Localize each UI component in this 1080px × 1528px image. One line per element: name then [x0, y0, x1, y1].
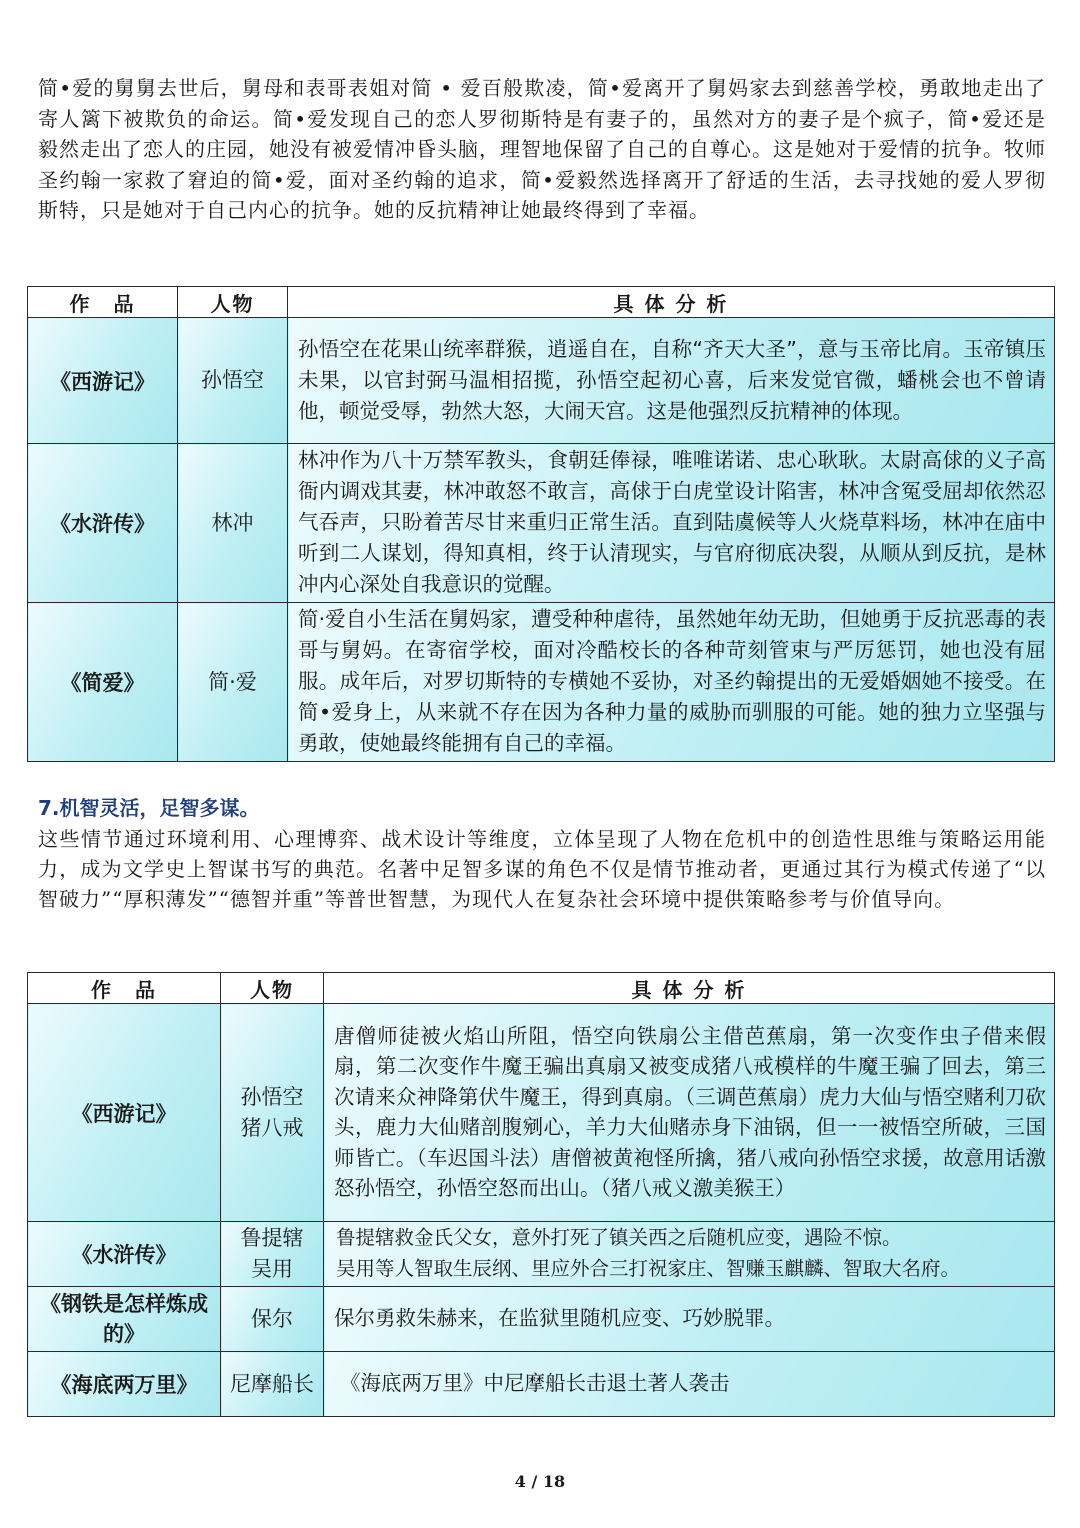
table-row — [28, 603, 1055, 762]
analysis-line: 保尔勇救朱赫来，在监狱里随机应变、巧妙脱罪。 — [334, 1306, 785, 1331]
table-row — [28, 1222, 1055, 1287]
wisdom-table — [27, 972, 1055, 1417]
header-analysis: 具 体 分 析 — [288, 287, 1055, 318]
person-cell: 孙悟空 — [178, 318, 288, 444]
analysis-line: 鲁提辖救金氏父女，意外打死了镇关西之后随机应变，遇险不惊。 — [336, 1226, 902, 1249]
page-number: 4 / 18 — [514, 1472, 566, 1491]
analysis-cell — [324, 1352, 1055, 1417]
analysis-line: 吴用等人智取生辰纲、里应外合三打祝家庄、智赚玉麒麟、智取大名府。 — [336, 1256, 961, 1280]
work-cell: 《海底两万里》 — [28, 1352, 221, 1417]
analysis-cell: 简·爱自小生活在舅妈家，遭受种种虐待，虽然她年幼无助，但她勇于反抗恶毒的表哥与舅妈。在寄宿学校，面对冷酷校长的各种苛刻管束与严厉惩罚，她也没有屈服。成年后，对罗切斯特的专横她不妥协，对圣约翰提出的无爱婚姻她不接受。在简•爱身上，从来就不存在因为各种力量的威胁而驯服的可能。她的独力立坚强与勇敢，使她最终能拥有自己的幸福。 — [288, 603, 1055, 762]
section-paragraph: 这些情节通过环境利用、心理博弈、战术设计等维度，立体呈现了人物在危机中的创造性思维与策略运用能力，成为文学史上智谋书写的典范。名著中足智多谋的角色不仅是情节推动者，更通过其行为模式传递了“以智破力”“厚积薄发”“德智并重”等普世智慧，为现代人在复杂社会环境中提供策略参考与价值导向。 — [38, 827, 1046, 911]
person-line: 尼摩船长 — [230, 1371, 314, 1396]
analysis-cell: 林冲作为八十万禁军教头，食朝廷俸禄，唯唯诺诺、忠心耿耿。太尉高俅的义子高衙内调戏其妻，林冲敢怒不敢言，高俅于白虎堂设计陷害，林冲含冤受屈却依然忍气吞声，只盼着苦尽甘来重归正常生活。直到陆虞候等人火烧草料场，林冲在庙中听到二人谋划，得知真相，终于认清现实，与官府彻底决裂，从顺从到反抗，是林冲内心深处自我意识的觉醒。 — [288, 444, 1055, 603]
table-row — [28, 1004, 1055, 1222]
work-cell: 《西游记》 — [28, 318, 178, 444]
person-cell — [221, 1222, 324, 1287]
header-work: 作 品 — [28, 973, 221, 1004]
intro-paragraph: 简•爱的舅舅去世后，舅母和表哥表姐对简 • 爱百般欺凌，简•爱离开了舅妈家去到慈善学校，勇敢地走出了寄人篱下被欺负的命运。简•爱发现自己的恋人罗彻斯特是有妻子的，虽然对方的妻子是个疯子，简•爱还是毅然走出了恋人的庄园，她没有被爱情冲昏头脑，理智地保留了自己的自尊心。这是她对于爱情的抗争。牧师圣约翰一家救了窘迫的简•爱，面对圣约翰的追求，简•爱毅然选择离开了舒适的生活，去寻找她的爱人罗彻斯特，只是她对于自己内心的抗争。她的反抗精神让她最终得到了幸福。 — [38, 76, 1046, 222]
rebellion-table — [27, 286, 1055, 762]
analysis-line: 唐僧师徒被火焰山所阻，悟空向铁扇公主借芭蕉扇，第一次变作虫子借来假扇，第二次变作牛魔王骗出真扇又被变成猪八戒模样的牛魔王骗了回去，第三次请来众神降第伏牛魔王，得到真扇。（三调芭蕉扇）虎力大仙与悟空赌利刀砍头，鹿力大仙赌剖腹剜心，羊力大仙赌赤身下油锅，但一一被悟空所破，三国师皆亡。（车迟国斗法）唐僧被黄袍怪所擒，猪八戒向孙悟空求援，故意用话激怒孙悟空，孙悟空怒而出山。（猪八戒义激美猴王） — [334, 1023, 1046, 1200]
person-line: 吴用 — [251, 1257, 293, 1281]
work-cell: 《水浒传》 — [28, 1222, 221, 1287]
work-cell: 《钢铁是怎样炼成的》 — [28, 1287, 221, 1352]
header-person: 人物 — [221, 973, 324, 1004]
person-cell — [221, 1352, 324, 1417]
table-row — [28, 444, 1055, 603]
work-cell: 《水浒传》 — [28, 444, 178, 603]
section-heading: 7.机智灵活，足智多谋。 — [38, 796, 260, 820]
analysis-cell — [324, 1004, 1055, 1222]
analysis-cell: 孙悟空在花果山统率群猴，逍遥自在，自称“齐天大圣”，意与玉帝比肩。玉帝镇压未果，以官封弼马温相招揽，孙悟空起初心喜，后来发觉官微，蟠桃会也不曾请他，顿觉受辱，勃然大怒，大闹天宫。这是他强烈反抗精神的体现。 — [288, 318, 1055, 444]
person-cell: 简·爱 — [178, 603, 288, 762]
header-analysis: 具 体 分 析 — [324, 973, 1055, 1004]
person-line: 孙悟空 — [240, 1084, 304, 1109]
person-line: 猪八戒 — [240, 1115, 304, 1140]
person-cell — [221, 1004, 324, 1222]
person-line: 鲁提辖 — [240, 1226, 304, 1250]
header-work: 作 品 — [28, 287, 178, 318]
person-line: 保尔 — [251, 1306, 293, 1331]
table-header-row — [28, 287, 1055, 318]
header-person: 人物 — [178, 287, 288, 318]
analysis-cell — [324, 1287, 1055, 1352]
work-cell: 《简爱》 — [28, 603, 178, 762]
analysis-cell — [324, 1222, 1055, 1287]
table-row — [28, 318, 1055, 444]
table-row — [28, 1287, 1055, 1352]
analysis-line: 《海底两万里》中尼摩船长击退土著人袭击 — [340, 1371, 730, 1396]
table-header-row — [28, 973, 1055, 1004]
person-cell: 林冲 — [178, 444, 288, 603]
table-row — [28, 1352, 1055, 1417]
person-cell — [221, 1287, 324, 1352]
work-cell: 《西游记》 — [28, 1004, 221, 1222]
